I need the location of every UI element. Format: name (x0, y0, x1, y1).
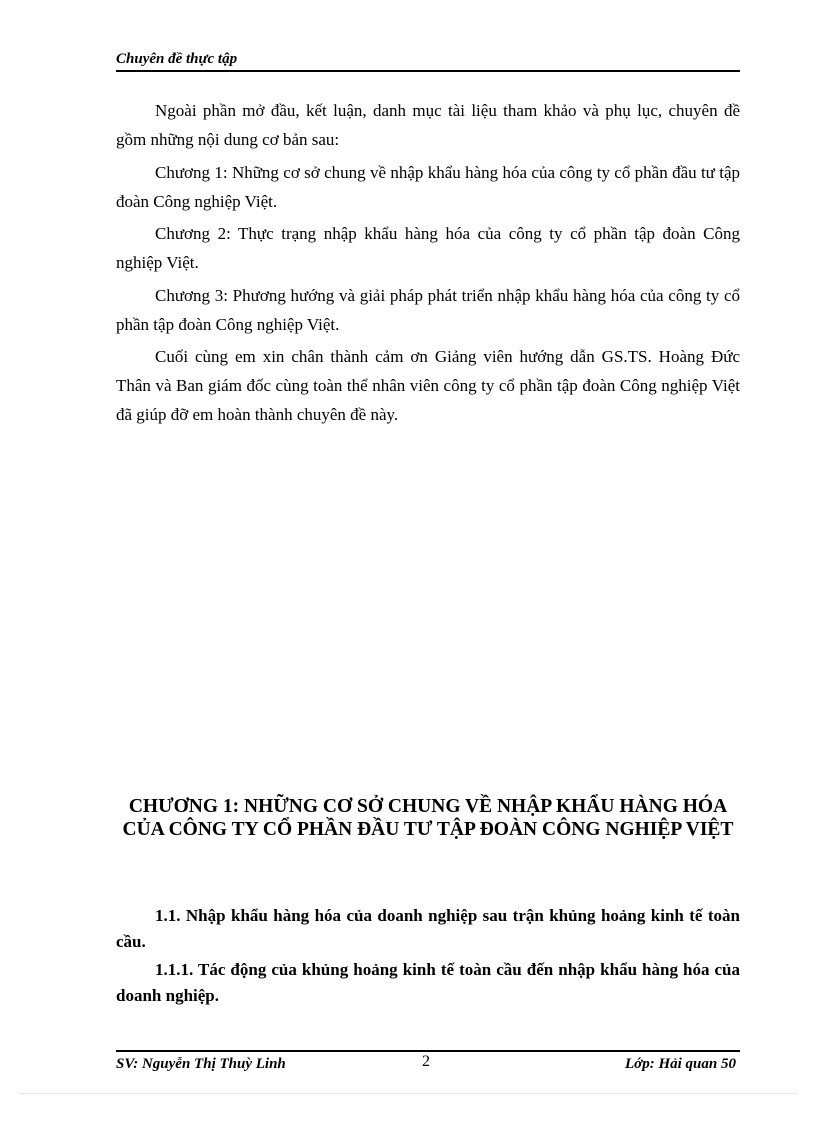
subsection-heading-1-1-1: 1.1.1. Tác động của khủng hoảng kinh tế toàn cầu đến nhập khẩu hàng hóa của doanh nghiệp. (116, 960, 740, 1005)
page-number: 2 (422, 1053, 430, 1070)
footer-divider (116, 1050, 740, 1052)
acknowledgement-paragraph: Cuối cùng em xin chân thành cảm ơn Giảng viên hướng dẫn GS.TS. Hoàng Đức Thân và Ban giám đốc cùng toàn thể nhân viên công ty cổ phần tập đoàn Công nghiệp Việt đã giúp đỡ em hoàn thành chuyên đề này. (116, 347, 740, 424)
student-name: SV: Nguyễn Thị Thuỳ Linh (116, 1056, 286, 1072)
chapter-1-summary: Chương 1: Những cơ sở chung về nhập khẩu hàng hóa của công ty cổ phần đầu tư tập đoàn Công nghiệp Việt. (116, 163, 740, 211)
page-bottom-edge (20, 1093, 796, 1094)
chapter-2-summary: Chương 2: Thực trạng nhập khẩu hàng hóa của công ty cổ phần tập đoàn Công nghiệp Việt. (116, 224, 740, 272)
header-divider (116, 70, 740, 72)
intro-paragraph: Ngoài phần mở đầu, kết luận, danh mục tài liệu tham khảo và phụ lục, chuyên đề gồm những nội dung cơ bản sau: (116, 101, 740, 149)
chapter-title: CHƯƠNG 1: NHỮNG CƠ SỞ CHUNG VỀ NHẬP KHẨU HÀNG HÓA CỦA CÔNG TY CỔ PHẦN ĐẦU TƯ TẬP ĐOÀN CÔNG NGHIỆP VIỆT (122, 796, 734, 840)
running-header: Chuyên đề thực tập (116, 51, 238, 67)
page-footer (116, 1055, 740, 1075)
chapter-3-summary: Chương 3: Phương hướng và giải pháp phát triển nhập khẩu hàng hóa của công ty cổ phần tập đoàn Công nghiệp Việt. (116, 286, 740, 334)
class-label: Lớp: Hải quan 50 (625, 1056, 736, 1072)
section-heading-1-1: 1.1. Nhập khẩu hàng hóa của doanh nghiệp sau trận khủng hoảng kinh tế toàn cầu. (116, 906, 740, 951)
